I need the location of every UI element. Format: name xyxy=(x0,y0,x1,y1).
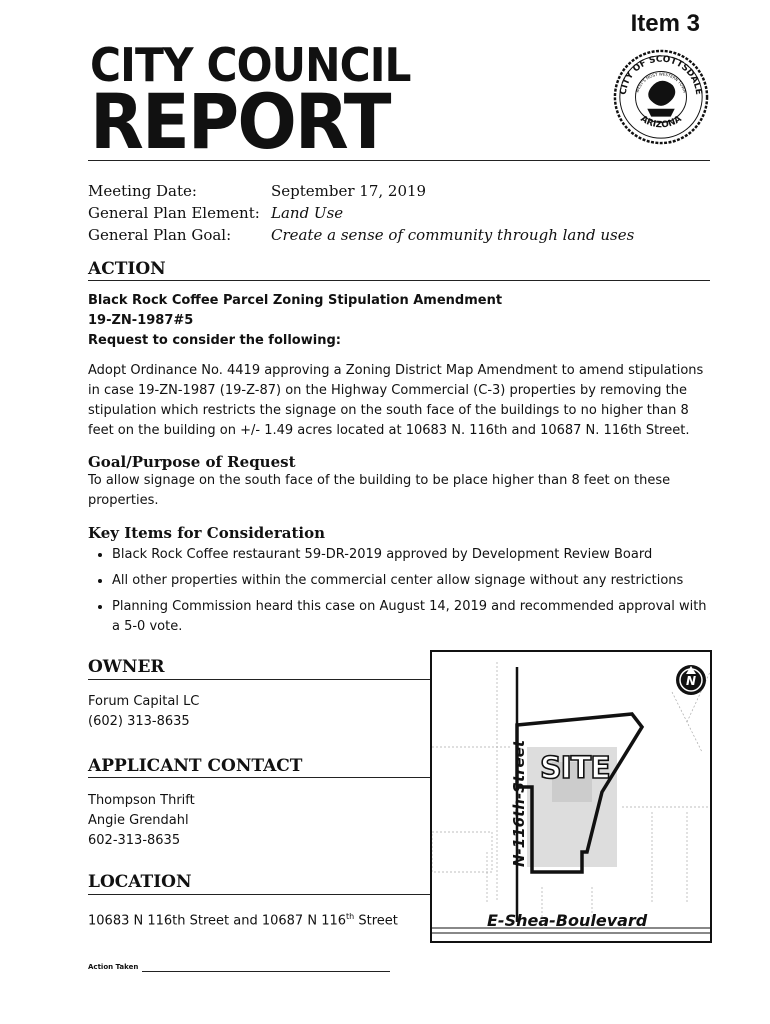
street-north-south: N-116th-Street xyxy=(510,739,528,867)
action-body: Adopt Ordinance No. 4419 approving a Zoning District Map Amendment to amend stipulations in case 19-ZN-1987 (19-Z-87) on the Highway Commercial (C-3) properties by removing the stipulation which restricts the signage on the south face of the buildings to no higher than 8 feet on the building on +/- 1.49 acres located at 10683 N. 116th and 10687 N. 116th Street. xyxy=(88,363,704,438)
item-number: Item 3 xyxy=(630,10,700,37)
site-map-drawing xyxy=(432,652,710,941)
list-item: • All other properties within the commercial center allow signage without any restrictions xyxy=(112,571,713,591)
goal-body: To allow signage on the south face of the building to be place higher than 8 feet on these properties. xyxy=(88,473,671,508)
street-east-west: E-Shea-Boulevard xyxy=(487,911,648,930)
report-logo-line2: REPORT xyxy=(90,77,390,166)
owner-name: Forum Capital LC xyxy=(88,694,200,709)
key-items-list xyxy=(88,545,713,637)
general-plan-goal: Create a sense of community through land uses xyxy=(271,226,635,244)
meta-label: Meeting Date: xyxy=(88,182,197,200)
goal-heading: Goal/Purpose of Request xyxy=(88,453,296,471)
seal-text-top: CITY OF SCOTTSDALE xyxy=(618,54,704,96)
list-item: • Planning Commission heard this case on August 14, 2019 and recommended approval with a 5-0 vote. xyxy=(112,597,713,637)
list-item: • Black Rock Coffee restaurant 59-DR-2019 approved by Development Review Board xyxy=(112,545,713,565)
location-heading: LOCATION xyxy=(88,872,192,892)
action-heading: ACTION xyxy=(88,259,166,279)
header-divider xyxy=(88,160,710,161)
key-items-heading: Key Items for Consideration xyxy=(88,524,325,542)
seal-text-inner: WEST'S MOST WESTERN TOWN xyxy=(634,71,688,94)
applicant-person: Angie Grendahl xyxy=(88,813,189,828)
owner-heading: OWNER xyxy=(88,657,165,677)
owner-phone: (602) 313-8635 xyxy=(88,714,190,729)
north-arrow-icon: N xyxy=(685,674,697,688)
location-address: 10683 N 116th Street and 10687 N 116th Street xyxy=(88,912,398,929)
applicant-divider xyxy=(88,777,430,778)
report-logo-line1: CITY COUNCIL xyxy=(90,38,411,92)
seal-text-bottom: ARIZONA xyxy=(638,114,684,131)
meta-label: General Plan Element: xyxy=(88,204,260,222)
applicant-heading: APPLICANT CONTACT xyxy=(88,756,303,776)
site-label: SITE xyxy=(540,751,610,786)
site-map xyxy=(430,650,712,943)
action-divider xyxy=(88,280,710,281)
owner-divider xyxy=(88,679,430,680)
applicant-phone: 602-313-8635 xyxy=(88,833,181,848)
applicant-company: Thompson Thrift xyxy=(88,793,195,808)
city-seal-icon xyxy=(612,48,710,146)
location-divider xyxy=(88,894,430,895)
general-plan-element: Land Use xyxy=(271,204,344,222)
action-taken-label: Action Taken xyxy=(88,963,139,971)
meta-label: General Plan Goal: xyxy=(88,226,232,244)
meeting-date: September 17, 2019 xyxy=(271,182,427,200)
meeting-meta xyxy=(88,180,634,246)
request-label: Request to consider the following: xyxy=(88,333,341,348)
case-number: 19-ZN-1987#5 xyxy=(88,313,194,328)
action-taken-line xyxy=(142,971,390,972)
action-title: Black Rock Coffee Parcel Zoning Stipulation Amendment xyxy=(88,293,503,308)
